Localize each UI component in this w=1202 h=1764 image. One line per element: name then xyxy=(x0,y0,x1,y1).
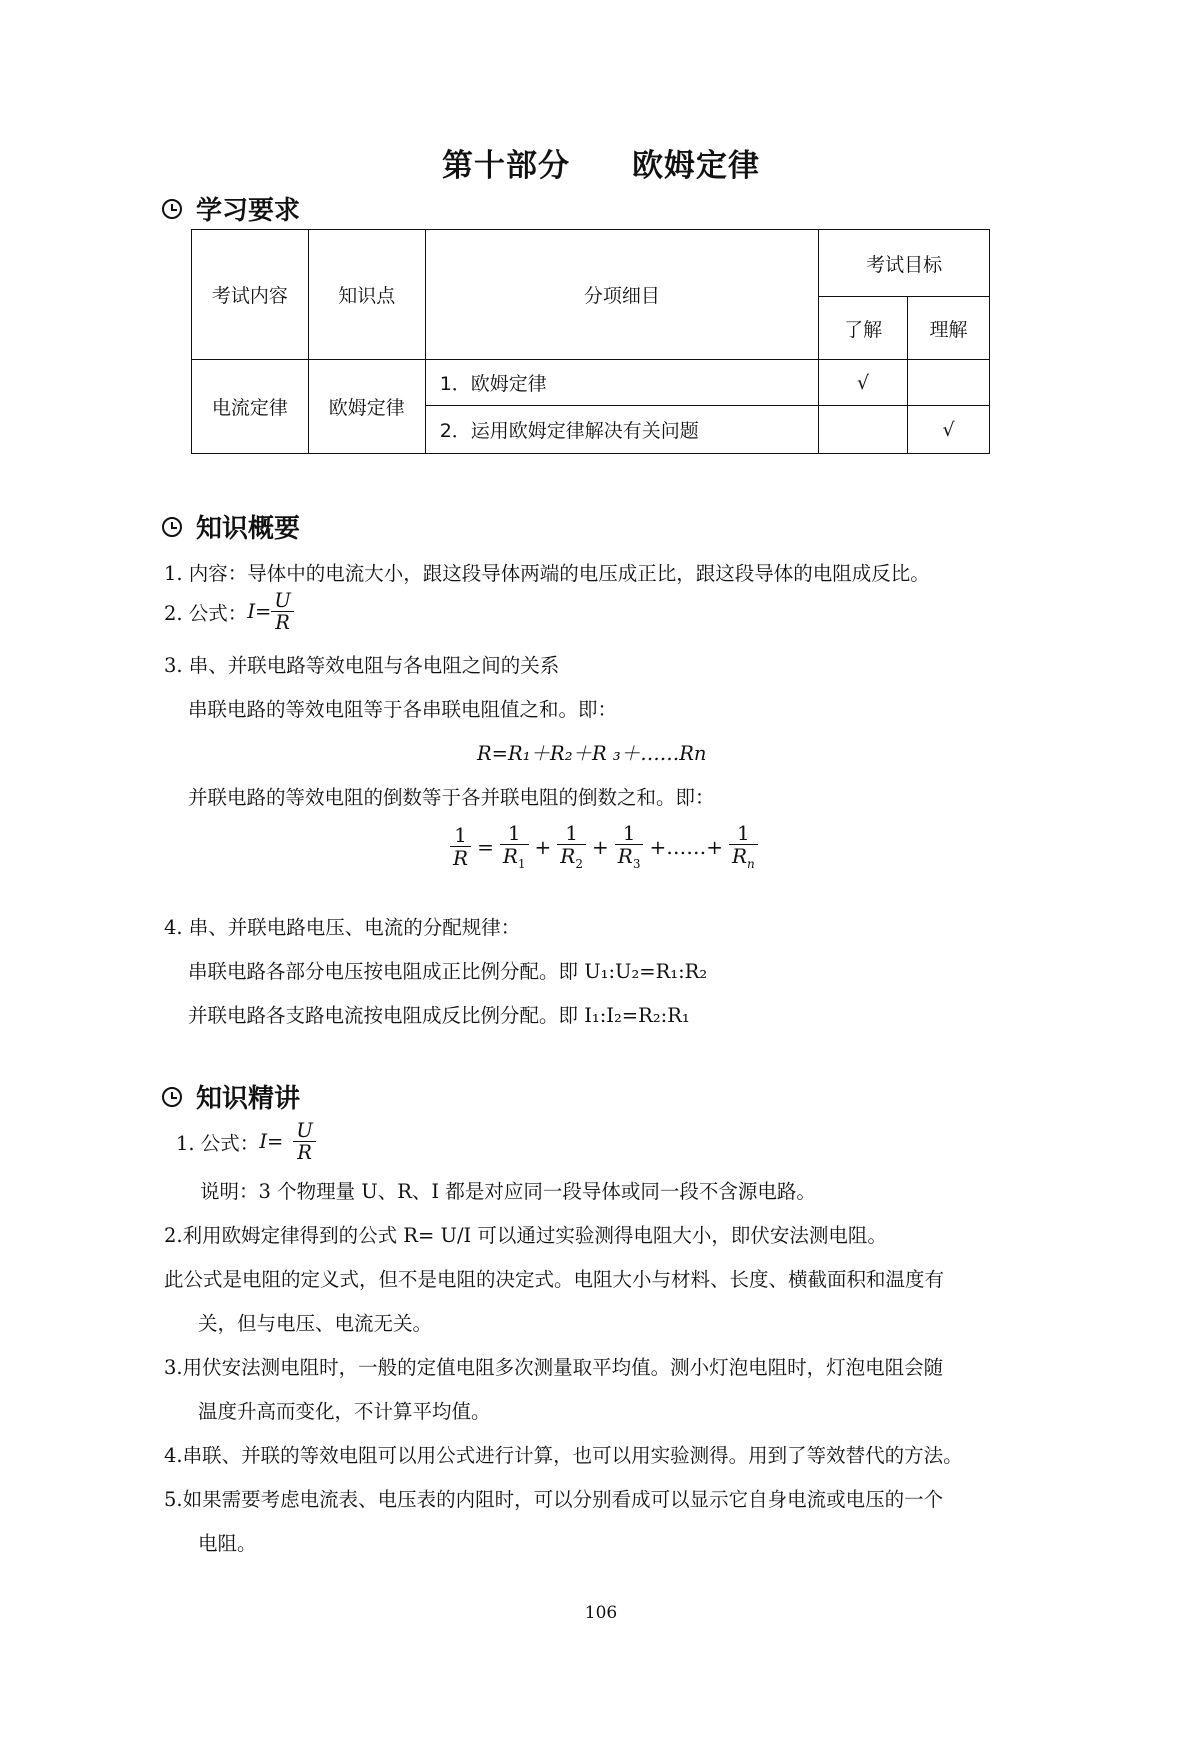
detail-item-2b-line2: 关，但与电压、电流无关。 xyxy=(198,1312,433,1335)
title-part: 第十部分 xyxy=(442,148,570,184)
series-rule: 串联电路各部分电压按电阻成正比例分配。即 U₁:U₂=R₁:R₂ xyxy=(188,960,708,983)
page-title xyxy=(0,140,1202,185)
detail-item-1: 1. 公式： I = $\frac{U}{R}$ xyxy=(176,1120,316,1164)
parallel-text: 并联电路的等效电阻的倒数等于各并联电阻的倒数之和。即： xyxy=(188,786,715,809)
series-text: 串联电路的等效电阻等于各串联电阻值之和。即： xyxy=(188,698,618,721)
detail-item-1-label: 1. 公式： xyxy=(176,1131,260,1155)
ohm-formula-2: $\frac{U}{R}$ xyxy=(293,1120,315,1164)
detail-item-3-line1: 3.用伏安法测电阻时，一般的定值电阻多次测量取平均值。测小灯泡电阻时，灯泡电阻会随 xyxy=(164,1356,944,1379)
cell-know-1: √ xyxy=(819,360,908,406)
detail-item-3-line2: 温度升高而变化，不计算平均值。 xyxy=(198,1400,491,1423)
detail-note: 说明：3 个物理量 U、R、I 都是对应同一段导体或同一段不含源电路。 xyxy=(200,1180,816,1203)
header-content: 考试内容 xyxy=(192,230,309,360)
header-understand: 理解 xyxy=(908,297,990,360)
requirements-table xyxy=(191,229,990,454)
overview-item-2: 2. 公式： I = $\frac{U}{R}$ xyxy=(164,590,294,634)
detail-item-2b-line1: 此公式是电阻的定义式，但不是电阻的决定式。电阻大小与材料、长度、横截面积和温度有 xyxy=(164,1268,945,1291)
cell-understand-1 xyxy=(908,360,990,406)
detail-item-5-line2: 电阻。 xyxy=(198,1532,257,1555)
cell-content: 电流定律 xyxy=(192,360,309,454)
cell-item-1: 1．欧姆定律 xyxy=(425,360,818,406)
section-requirements xyxy=(162,190,300,227)
overview-item-1: 1. 内容：导体中的电流大小，跟这段导体两端的电压成正比，跟这段导体的电阻成反比。 xyxy=(164,562,930,585)
clock-icon xyxy=(162,517,182,537)
parallel-formula: $\frac{1}{R}$ = $\frac{1}{R_1}$ + $\frac{1}{R_2}$ + $\frac{1}{R_3}$ +……+ $\frac{1}{R_n}$ xyxy=(450,822,758,871)
cell-understand-2: √ xyxy=(908,406,990,454)
header-goal: 考试目标 xyxy=(819,230,990,297)
header-item: 分项细目 xyxy=(425,230,818,360)
cell-point: 欧姆定律 xyxy=(308,360,425,454)
section-requirements-title: 学习要求 xyxy=(196,196,301,226)
clock-icon xyxy=(162,199,182,219)
clock-icon xyxy=(162,1087,182,1107)
cell-know-2 xyxy=(819,406,908,454)
parallel-rule: 并联电路各支路电流按电阻成反比例分配。即 I₁:I₂=R₂:R₁ xyxy=(188,1004,690,1027)
section-detail-title: 知识精讲 xyxy=(196,1084,301,1114)
page-number: 106 xyxy=(584,1603,618,1623)
header-know: 了解 xyxy=(819,297,908,360)
detail-item-2: 2.利用欧姆定律得到的公式 R= U/I 可以通过实验测得电阻大小，即伏安法测电阻。 xyxy=(164,1224,887,1247)
overview-item-4: 4. 串、并联电路电压、电流的分配规律： xyxy=(164,916,521,939)
overview-item-2-label: 2. 公式： xyxy=(164,601,248,625)
section-overview xyxy=(162,508,300,545)
detail-item-4: 4.串联、并联的等效电阻可以用公式进行计算，也可以用实验测得。用到了等效替代的方法。 xyxy=(164,1444,963,1467)
section-overview-title: 知识概要 xyxy=(196,514,301,544)
series-formula: R=R₁＋R₂＋R ₃＋……Rn xyxy=(477,742,707,765)
overview-item-3: 3. 串、并联电路等效电阻与各电阻之间的关系 xyxy=(164,654,560,677)
title-name: 欧姆定律 xyxy=(632,148,760,184)
header-point: 知识点 xyxy=(308,230,425,360)
detail-item-5-line1: 5.如果需要考虑电流表、电压表的内阻时，可以分别看成可以显示它自身电流或电压的一个 xyxy=(164,1488,944,1511)
cell-item-2: 2．运用欧姆定律解决有关问题 xyxy=(425,406,818,454)
section-detail xyxy=(162,1078,300,1115)
ohm-formula: $\frac{U}{R}$ xyxy=(271,590,293,634)
